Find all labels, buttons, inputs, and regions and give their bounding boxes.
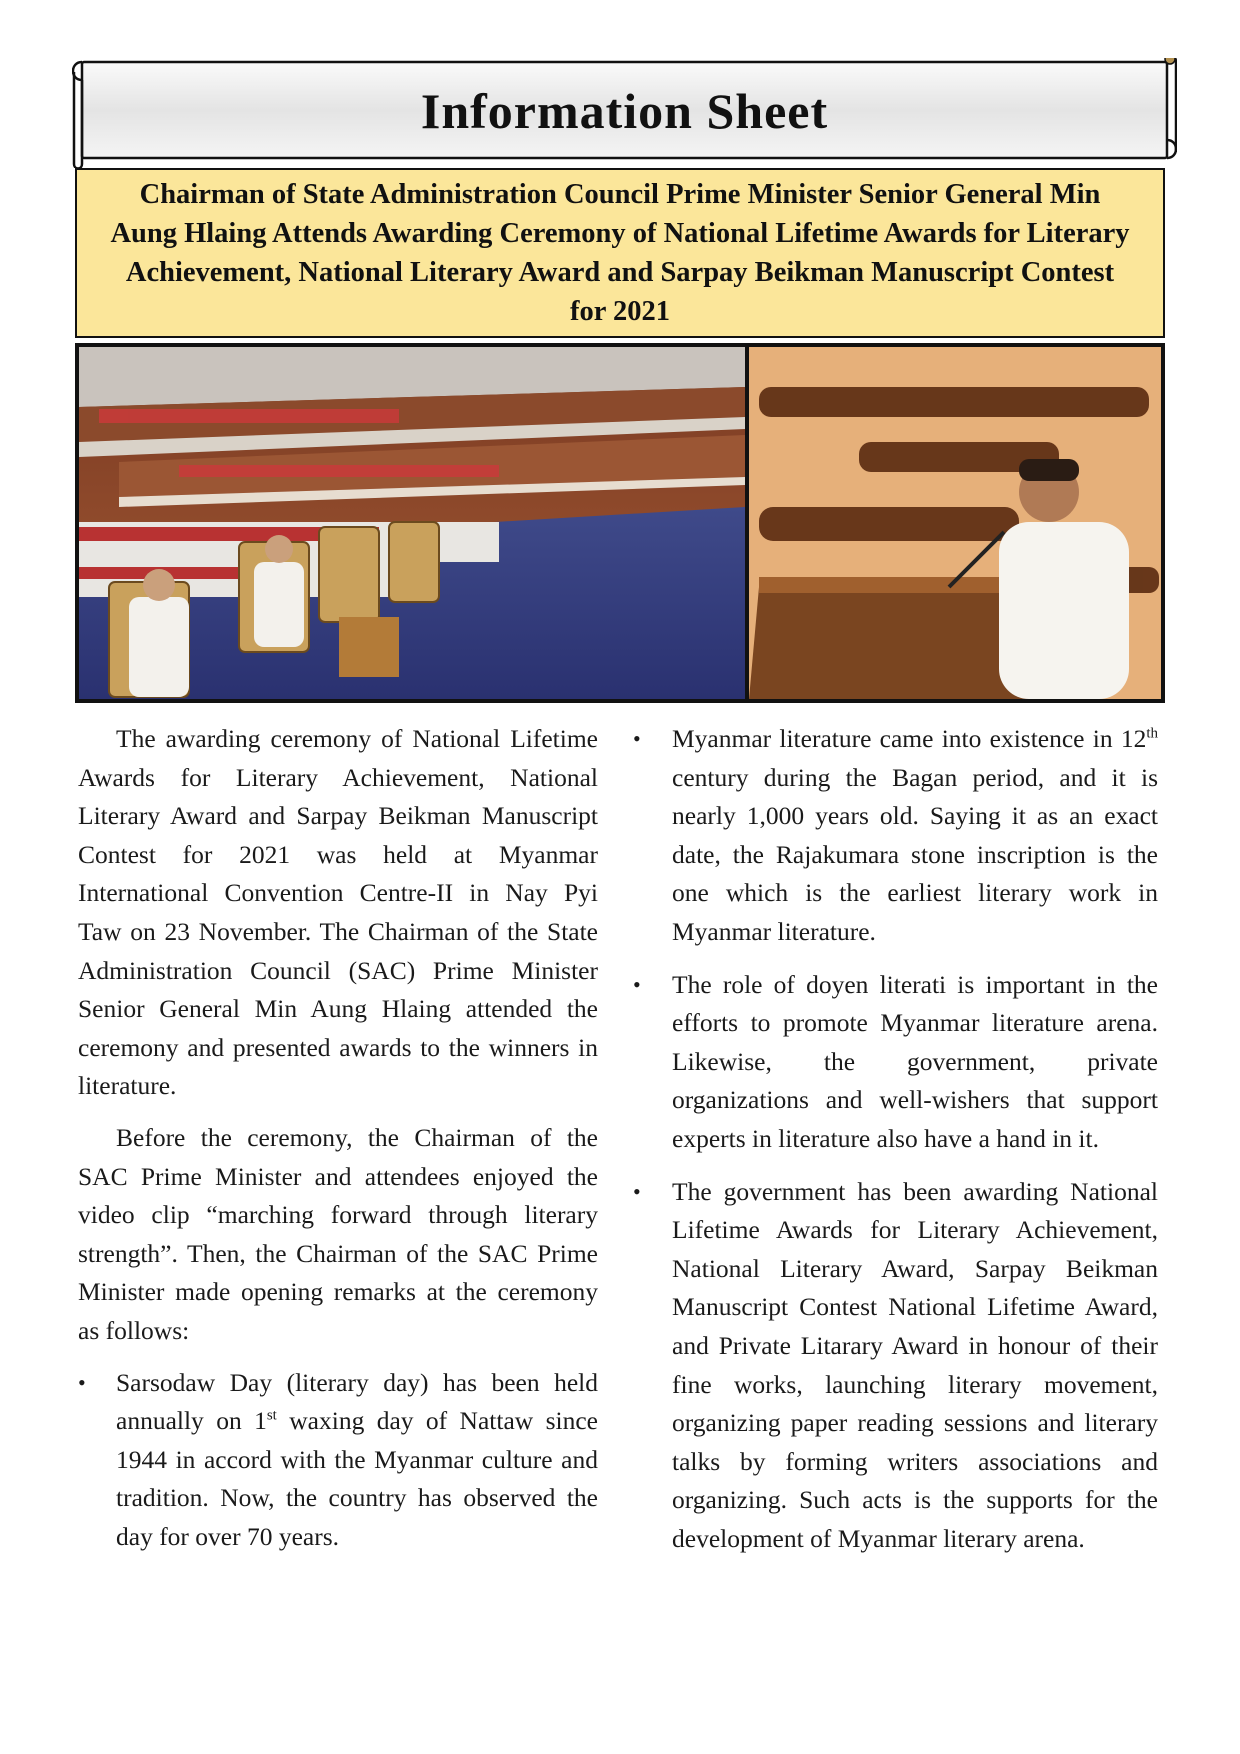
bullet-text: The government has been awarding National Lifetime Awards for Literary Achievement, National Literary Award, Sarpay Beikman Manuscript Contest National Lifetime Award, and Private Litarary Award in honour of their fine works, launching literary movement, organizing paper reading sessions and literary talks by forming writers associations and organizing. Such acts is the supports for the development of Myanmar literary arena. xyxy=(672,1176,1158,1553)
photo-strip xyxy=(75,343,1165,703)
bullet-text-pre: Sarsodaw Day (literary day) has been held annually on 1 xyxy=(116,1367,598,1436)
bullet-item-history xyxy=(633,720,1158,952)
bullet-text-post: waxing day of Nattaw since 1944 in accord with the Myanmar culture and tradition. Now, the country has observed the day for over 70 years. xyxy=(116,1406,598,1551)
bullet-item-doyen-literati xyxy=(633,966,1158,1159)
headline-text: Chairman of State Administration Council Prime Minister Senior General Min Aung Hlaing Attends Awarding Ceremony of National Lifetime Awards for Literary Achievement, National Literary Award and Sarpay Beikman Manuscript Contest for 2021 xyxy=(110,179,1130,327)
bullet-icon: • xyxy=(78,1369,86,1395)
bullet-text-pre: Myanmar literature came into existence in 12 xyxy=(672,724,1147,753)
bullet-text: The role of doyen literati is important in the efforts to promote Myanmar literature arena. Likewise, the government, private organizations and well-wishers that support experts in literature also have a hand in it. xyxy=(672,969,1158,1153)
second-paragraph: Before the ceremony, the Chairman of the SAC Prime Minister and attendees enjoyed the video clip “marching forward through literary strength”. Then, the Chairman of the SAC Prime Minister made opening remarks at the ceremony as follows: xyxy=(78,1122,598,1345)
ordinal-suffix: st xyxy=(266,1407,277,1424)
left-column xyxy=(78,720,598,1570)
headline-box xyxy=(75,168,1165,338)
bullet-icon: • xyxy=(633,1178,641,1204)
speaker-podium-photo xyxy=(749,347,1161,699)
bullet-icon: • xyxy=(633,726,641,751)
bullet-icon: • xyxy=(633,971,641,997)
intro-paragraph: The awarding ceremony of National Lifetime Awards for Literary Achievement, National Literary Award and Sarpay Beikman Manuscript Contest for 2021 was held at Myanmar International Convention Centre-II in Nay Pyi Taw on 23 November. The Chairman of the State Administration Council (SAC) Prime Minister Senior General Min Aung Hlaing attended the ceremony and presented awards to the winners in literature. xyxy=(78,724,598,1101)
right-column xyxy=(633,720,1158,1572)
title-banner xyxy=(72,58,1177,168)
bullet-item-sarsodaw xyxy=(78,1364,598,1557)
bullet-text-post: century during the Bagan period, and it is nearly 1,000 years old. Saying it as an exact date, the Rajakumara stone inscription is the one which is the earliest literary work in Myanmar literature. xyxy=(672,762,1158,946)
ordinal-suffix: th xyxy=(1146,725,1158,742)
bullet-item-government-awards xyxy=(633,1173,1158,1559)
ceremony-hall-photo xyxy=(79,347,745,699)
page-title: Information Sheet xyxy=(420,83,829,139)
